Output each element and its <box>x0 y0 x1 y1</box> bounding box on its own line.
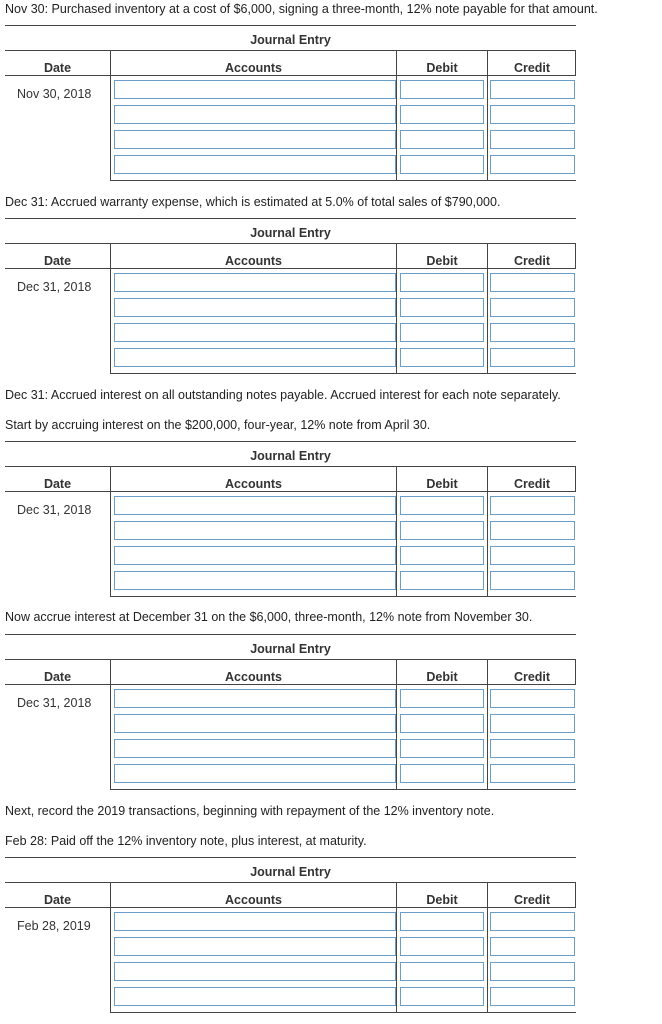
debit-input[interactable] <box>400 714 484 733</box>
column-header-debit: Debit <box>426 61 458 75</box>
column-header-credit: Credit <box>513 477 551 491</box>
divider <box>110 789 576 790</box>
divider <box>110 596 576 597</box>
debit-input[interactable] <box>400 273 484 292</box>
column-divider <box>110 50 111 181</box>
divider <box>5 268 576 269</box>
debit-input[interactable] <box>400 298 484 317</box>
credit-input[interactable] <box>490 912 575 931</box>
column-header-credit: Credit <box>513 254 551 268</box>
divider <box>5 684 576 685</box>
column-divider <box>396 50 397 181</box>
journal-entry-title: Journal Entry <box>250 865 331 879</box>
credit-input[interactable] <box>490 130 575 149</box>
debit-input[interactable] <box>400 571 484 590</box>
debit-input[interactable] <box>400 521 484 540</box>
column-header-debit: Debit <box>426 670 458 684</box>
credit-input[interactable] <box>490 323 575 342</box>
column-divider <box>396 882 397 1013</box>
account-input[interactable] <box>114 571 396 590</box>
column-divider <box>110 659 111 790</box>
entry-date: Dec 31, 2018 <box>17 696 92 710</box>
credit-input[interactable] <box>490 546 575 565</box>
account-input[interactable] <box>114 764 396 783</box>
column-divider <box>396 243 397 374</box>
column-divider <box>396 659 397 790</box>
divider <box>5 882 576 883</box>
debit-input[interactable] <box>400 937 484 956</box>
column-header-credit: Credit <box>513 670 551 684</box>
credit-input[interactable] <box>490 496 575 515</box>
column-divider <box>575 466 576 492</box>
debit-input[interactable] <box>400 546 484 565</box>
debit-input[interactable] <box>400 689 484 708</box>
column-header-date: Date <box>43 893 72 907</box>
column-header-accounts: Accounts <box>225 893 282 907</box>
credit-input[interactable] <box>490 571 575 590</box>
account-input[interactable] <box>114 739 396 758</box>
credit-input[interactable] <box>490 298 575 317</box>
column-header-accounts: Accounts <box>225 477 282 491</box>
credit-input[interactable] <box>490 689 575 708</box>
journal-entry-title: Journal Entry <box>250 33 331 47</box>
column-divider <box>487 243 488 374</box>
divider <box>5 466 576 467</box>
account-input[interactable] <box>114 496 396 515</box>
prompt-nov-30: Nov 30: Purchased inventory at a cost of $6,000, signing a three-month, 12% note payable for that amount. <box>5 2 598 16</box>
column-header-accounts: Accounts <box>225 254 282 268</box>
account-input[interactable] <box>114 80 396 99</box>
divider <box>110 180 576 181</box>
column-divider <box>575 659 576 685</box>
credit-input[interactable] <box>490 521 575 540</box>
debit-input[interactable] <box>400 348 484 367</box>
prompt-dec-31-warranty: Dec 31: Accrued warranty expense, which is estimated at 5.0% of total sales of $790,000. <box>5 195 501 209</box>
credit-input[interactable] <box>490 962 575 981</box>
account-input[interactable] <box>114 546 396 565</box>
divider <box>5 491 576 492</box>
debit-input[interactable] <box>400 962 484 981</box>
prompt-dec-31-interest: Dec 31: Accrued interest on all outstanding notes payable. Accrued interest for each note separately. <box>5 388 561 402</box>
column-header-date: Date <box>43 254 72 268</box>
account-input[interactable] <box>114 912 396 931</box>
debit-input[interactable] <box>400 155 484 174</box>
divider <box>110 1012 576 1013</box>
account-input[interactable] <box>114 130 396 149</box>
credit-input[interactable] <box>490 348 575 367</box>
column-divider <box>487 466 488 597</box>
divider <box>5 218 576 219</box>
column-header-accounts: Accounts <box>225 61 282 75</box>
column-header-accounts: Accounts <box>225 670 282 684</box>
column-divider <box>110 882 111 1013</box>
account-input[interactable] <box>114 298 396 317</box>
debit-input[interactable] <box>400 323 484 342</box>
column-divider <box>575 50 576 76</box>
credit-input[interactable] <box>490 937 575 956</box>
prompt-2019-transactions: Next, record the 2019 transactions, beginning with repayment of the 12% inventory note. <box>5 804 495 818</box>
account-input[interactable] <box>114 987 396 1006</box>
prompt-start-accruing: Start by accruing interest on the $200,000, four-year, 12% note from April 30. <box>5 418 431 432</box>
column-header-credit: Credit <box>513 893 551 907</box>
credit-input[interactable] <box>490 80 575 99</box>
credit-input[interactable] <box>490 764 575 783</box>
credit-input[interactable] <box>490 714 575 733</box>
divider <box>5 25 576 26</box>
account-input[interactable] <box>114 962 396 981</box>
column-header-date: Date <box>43 61 72 75</box>
credit-input[interactable] <box>490 105 575 124</box>
debit-input[interactable] <box>400 764 484 783</box>
entry-date: Dec 31, 2018 <box>17 503 92 517</box>
column-divider <box>110 466 111 597</box>
debit-input[interactable] <box>400 912 484 931</box>
debit-input[interactable] <box>400 130 484 149</box>
column-divider <box>575 243 576 269</box>
column-divider <box>487 50 488 181</box>
account-input[interactable] <box>114 155 396 174</box>
journal-entry-title: Journal Entry <box>250 449 331 463</box>
account-input[interactable] <box>114 689 396 708</box>
column-header-date: Date <box>43 477 72 491</box>
account-input[interactable] <box>114 348 396 367</box>
divider <box>5 634 576 635</box>
account-input[interactable] <box>114 937 396 956</box>
debit-input[interactable] <box>400 496 484 515</box>
column-divider <box>396 466 397 597</box>
account-input[interactable] <box>114 714 396 733</box>
divider <box>5 50 576 51</box>
column-header-debit: Debit <box>426 477 458 491</box>
credit-input[interactable] <box>490 739 575 758</box>
column-header-debit: Debit <box>426 893 458 907</box>
divider <box>5 857 576 858</box>
column-divider <box>110 243 111 374</box>
credit-input[interactable] <box>490 155 575 174</box>
debit-input[interactable] <box>400 80 484 99</box>
column-divider <box>487 882 488 1013</box>
column-divider <box>575 882 576 908</box>
debit-input[interactable] <box>400 105 484 124</box>
column-header-date: Date <box>43 670 72 684</box>
divider <box>110 373 576 374</box>
account-input[interactable] <box>114 105 396 124</box>
prompt-feb-28: Feb 28: Paid off the 12% inventory note, plus interest, at maturity. <box>5 834 367 848</box>
column-divider <box>487 659 488 790</box>
column-header-debit: Debit <box>426 254 458 268</box>
prompt-accrue-note: Now accrue interest at December 31 on the $6,000, three-month, 12% note from November 30. <box>5 610 533 624</box>
credit-input[interactable] <box>490 273 575 292</box>
divider <box>5 441 576 442</box>
divider <box>5 659 576 660</box>
entry-date: Feb 28, 2019 <box>17 919 91 933</box>
divider <box>5 243 576 244</box>
entry-date: Nov 30, 2018 <box>17 87 92 101</box>
account-input[interactable] <box>114 273 396 292</box>
debit-input[interactable] <box>400 739 484 758</box>
account-input[interactable] <box>114 323 396 342</box>
divider <box>5 75 576 76</box>
account-input[interactable] <box>114 521 396 540</box>
column-header-credit: Credit <box>513 61 551 75</box>
credit-input[interactable] <box>490 987 575 1006</box>
divider <box>5 907 576 908</box>
journal-entry-title: Journal Entry <box>250 642 331 656</box>
entry-date: Dec 31, 2018 <box>17 280 92 294</box>
journal-entry-title: Journal Entry <box>250 226 331 240</box>
debit-input[interactable] <box>400 987 484 1006</box>
